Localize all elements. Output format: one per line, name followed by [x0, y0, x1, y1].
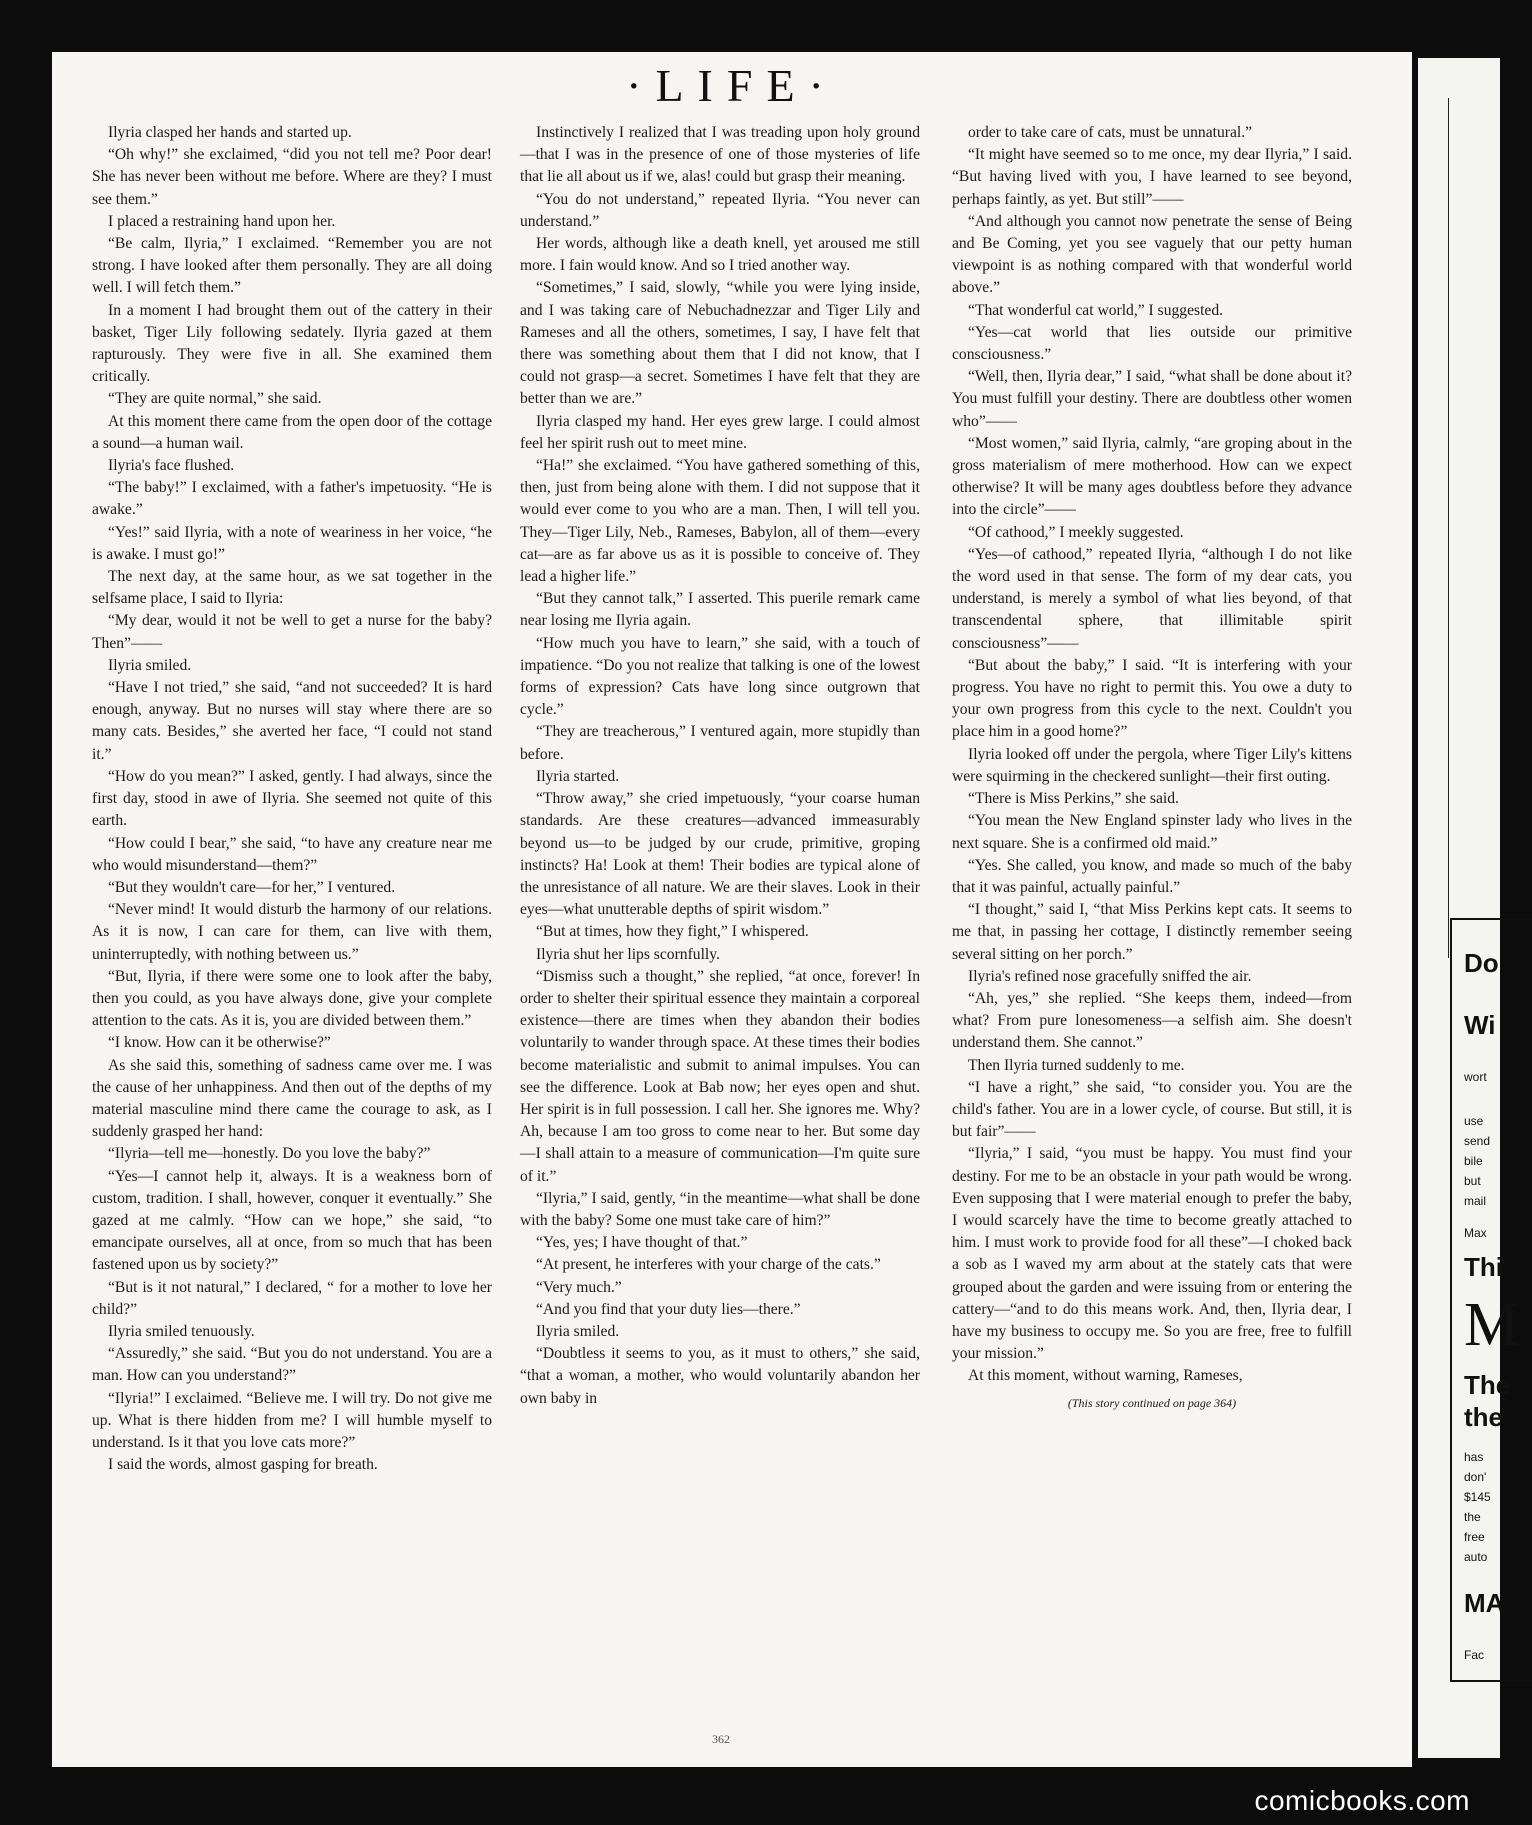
- continued-note: (This story continued on page 364): [1067, 1395, 1237, 1410]
- paragraph: “Ilyria—tell me—honestly. Do you love the baby?”: [108, 1145, 431, 1163]
- ad-fragment: use: [1464, 1114, 1484, 1128]
- paragraph: As she said this, something of sadness came over me. I was the cause of her unhappiness. And then out of the depths of my material masculine mind there came the courage to ask, as I suddenly grasped her hand:: [92, 1056, 492, 1141]
- paragraph: “Very much.”: [536, 1278, 622, 1296]
- paragraph: “Have I not tried,” she said, “and not succeeded? It is hard enough, anyway. But no nurses will stay where there are so many cats. Besides,” she averted her face, “I could not stand it.”: [92, 679, 492, 763]
- paragraph: Ilyria clasped my hand. Her eyes grew large. I could almost feel her spirit rush out to meet mine.: [520, 412, 920, 452]
- paragraph: Ilyria smiled.: [108, 656, 192, 674]
- paragraph: Then Ilyria turned suddenly to me.: [968, 1056, 1185, 1074]
- ad-fragment: Wi: [1464, 1010, 1496, 1040]
- magazine-page: [52, 52, 1412, 1767]
- column-rule: [1448, 98, 1449, 958]
- paragraph: Ilyria clasped her hands and started up.: [108, 124, 352, 141]
- paragraph: “Throw away,” she cried impetuously, “your coarse human standards. Are these creatures—advanced immeasurably beyond us—to be judged by our crude, primitive, groping instincts? Ha! Look at them! Their bodies are typical alone of the unresistance of all nature. We are their slaves. Look in their eyes—what unutterable depths of spirit wisdom.”: [520, 790, 920, 919]
- paragraph: “Yes!” said Ilyria, with a note of weariness in her voice, “he is awake. I must go!”: [92, 523, 492, 563]
- paragraph: “I know. How can it be otherwise?”: [108, 1034, 331, 1052]
- paragraph: “Ilyria,” I said, gently, “in the meantime—what shall be done with the baby? Some one must take care of him?”: [520, 1189, 920, 1229]
- paragraph: “That wonderful cat world,” I suggested.: [968, 301, 1224, 319]
- paragraph: “I have a right,” she said, “to consider you. You are the child's father. You are in a lower cycle, of course. But still, it is but fair”——: [952, 1078, 1352, 1141]
- paragraph: “Oh why!” she exclaimed, “did you not tell me? Poor dear! She has never been without me before. Where are they? I must see them.”: [92, 146, 492, 208]
- paragraph: “How much you have to learn,” she said, with a touch of impatience. “Do you not realize that talking is one of the lowest forms of expression? Cats have long since outgrown that cycle.”: [520, 634, 920, 719]
- paragraph: I said the words, almost gasping for breath.: [108, 1456, 378, 1474]
- paragraph: “Dismiss such a thought,” she replied, “at once, forever! In order to shelter their spiritual essence they maintain a corporeal existence—there are times when they abandon their bodies voluntarily to wander through space. At these times their bodies become materialistic and submit to animal impulses. You can see the difference. Look at Bab now; her eyes open and shut. Her spirit is in full possession. I call her. She ignores me. Why? Ah, because I am too gross to come near to her. But some day—I shall attain to a measure of communication—I'm quite sure of it.”: [520, 967, 920, 1185]
- paragraph: “You mean the New England spinster lady who lives in the next square. She is a confirmed old maid.”: [952, 812, 1352, 852]
- page-folio: 362: [712, 1732, 730, 1746]
- paragraph: “But at times, how they fight,” I whispered.: [536, 923, 809, 941]
- ad-fragment: the: [1464, 1402, 1503, 1432]
- ad-fragment: don': [1464, 1470, 1487, 1484]
- ad-fragment: but: [1464, 1174, 1481, 1188]
- advertisement-box: [1450, 918, 1532, 1682]
- paragraph: “But, Ilyria, if there were some one to look after the baby, then you could, as you have always done, give your complete attention to the cats. As it is, you are divided between them.”: [92, 967, 492, 1030]
- masthead-life: ·LIFE·: [626, 60, 838, 111]
- paragraph: Ilyria shut her lips scornfully.: [536, 945, 720, 963]
- paragraph: I placed a restraining hand upon her.: [108, 212, 336, 230]
- paragraph: “You do not understand,” repeated Ilyria. “You never can understand.”: [520, 190, 920, 230]
- paragraph: “Of cathood,” I meekly suggested.: [968, 523, 1184, 541]
- ad-fragment: Do: [1464, 948, 1499, 978]
- ad-fragment: send: [1464, 1134, 1491, 1148]
- paragraph: Ilyria smiled.: [536, 1322, 620, 1340]
- paragraph: “Ilyria,” I said, “you must be happy. You must find your destiny. For me to be an obstacle in your path would be wrong. Even supposing that I were material enough to prefer the baby, I would scarcely have the time to become greatly attached to him. I must work to provide food for all these”—I choked back a sob as I waved my arm about at the stately cats that were grouped about the garden and were issuing from or entering the cattery—“and to do this means work. And, then, Ilyria dear, I have my business to occupy me. So you are free, free to fulfill your mission.”: [952, 1145, 1352, 1363]
- paragraph: “Ilyria!” I exclaimed. “Believe me. I will try. Do not give me up. What is there hidden from me? I will humble myself to understand. Is it that you love cats more?”: [92, 1389, 492, 1451]
- paragraph: “Sometimes,” I said, slowly, “while you were lying inside, and I was taking care of Nebuchadnezzar and Tiger Lily and Rameses and all the others, sometimes, I say, I have felt that there was something about them that I did not know, that I could not grasp—a secret. Sometimes I have felt that they are better than we are.”: [520, 279, 920, 408]
- paragraph: “Be calm, Ilyria,” I exclaimed. “Remember you are not strong. I have looked after them personally. They are all doing well. I will fetch them.”: [92, 235, 492, 297]
- paragraph: At this moment there came from the open door of the cottage a sound—a human wail.: [92, 412, 492, 452]
- ad-fragment: has: [1464, 1450, 1484, 1464]
- site-watermark: comicbooks.com: [1254, 1785, 1470, 1816]
- paragraph: “It might have seemed so to me once, my dear Ilyria,” I said. “But having lived with you, I have learned to see beyond, perhaps faintly, as yet. But still”——: [952, 146, 1352, 208]
- paragraph: “Yes—cat world that lies outside our primitive consciousness.”: [952, 323, 1352, 364]
- paragraph: Ilyria looked off under the pergola, where Tiger Lily's kittens were squirming in the checkered sunlight—their first outing.: [952, 745, 1352, 785]
- paragraph: “But they wouldn't care—for her,” I ventured.: [108, 878, 396, 896]
- paragraph: “Yes. She called, you know, and made so much of the baby that it was painful, actually painful.”: [952, 856, 1352, 896]
- ad-fragment: the: [1464, 1510, 1481, 1524]
- paragraph: “I thought,” said I, “that Miss Perkins kept cats. It seems to me that, in passing her cottage, I distinctly remember seeing several sitting on her porch.”: [952, 901, 1352, 963]
- paragraph: Her words, although like a death knell, yet aroused me still more. I fain would know. And so I tried another way.: [520, 235, 920, 275]
- ad-fragment: mail: [1464, 1194, 1487, 1208]
- paragraph: “They are treacherous,” I ventured again, more stupidly than before.: [520, 723, 920, 763]
- paragraph: “Doubtless it seems to you, as it must to others,” she said, “that a woman, a mother, who would voluntarily abandon her own baby in: [520, 1345, 920, 1407]
- ad-fragment: MA: [1464, 1588, 1505, 1618]
- ad-fragment: Max: [1464, 1226, 1487, 1240]
- paragraph: “Yes, yes; I have thought of that.”: [536, 1234, 748, 1252]
- paragraph: “The baby!” I exclaimed, with a father's impetuosity. “He is awake.”: [92, 479, 492, 519]
- ad-fragment: wort: [1464, 1070, 1487, 1084]
- ad-fragment: Thi: [1464, 1252, 1503, 1282]
- text-column-2: [520, 122, 920, 1682]
- paragraph: “How could I bear,” she said, “to have any creature near me who would misunderstand—them?”: [92, 834, 492, 874]
- paragraph: “They are quite normal,” she said.: [108, 390, 322, 408]
- facing-page-strip: [1418, 58, 1520, 1758]
- paragraph: “Ah, yes,” she replied. “She keeps them, indeed—from what? From pure lonesomeness—a selfish aim. She doesn't understand them. She cannot.”: [952, 989, 1352, 1052]
- paragraph: “Well, then, Ilyria dear,” I said, “what shall be done about it? You must fulfill your destiny. There are doubtless other women who”——: [952, 368, 1352, 430]
- paragraph: “And you find that your duty lies—there.”: [536, 1300, 801, 1318]
- paragraph: “How do you mean?” I asked, gently. I had always, since the first day, stood in awe of Ilyria. She seemed not quite of this earth.: [92, 767, 492, 830]
- text-column-1: [92, 122, 492, 1682]
- paragraph: “Ha!” she exclaimed. “You have gathered something of this, then, just from being alone with them. I did not suppose that it would ever come to you who are a man. Then, I will tell you. They—Tiger Lily, Neb., Rameses, Babylon, all of them—every cat—are as far above us as it is possible to conceive of. They lead a higher life.”: [520, 457, 920, 586]
- paragraph: In a moment I had brought them out of the cattery in their basket, Tiger Lily following sedately. Ilyria gazed at them rapturously. They were five in all. She examined them critically.: [92, 301, 492, 386]
- ad-fragment: bile: [1464, 1154, 1483, 1168]
- text-column-3: [952, 122, 1352, 1682]
- ad-fragment: The: [1464, 1370, 1511, 1400]
- paragraph: Ilyria smiled tenuously.: [108, 1322, 255, 1340]
- paragraph: “There is Miss Perkins,” she said.: [968, 790, 1179, 808]
- ad-fragment: $145: [1464, 1490, 1491, 1504]
- paragraph: Ilyria's face flushed.: [108, 457, 235, 475]
- paragraph: “Never mind! It would disturb the harmony of our relations. As it is now, I can care for them, can live with them, uninterruptedly, with nothing between us.”: [92, 901, 492, 963]
- paragraph: “But is it not natural,” I declared, “ for a mother to love her child?”: [92, 1278, 492, 1318]
- paragraph: Ilyria started.: [536, 767, 620, 785]
- paragraph: “At present, he interferes with your charge of the cats.”: [536, 1256, 881, 1274]
- paragraph: “And although you cannot now penetrate the sense of Being and Be Coming, yet you see vaguely that our petty human viewpoint is as nothing compared with that wonderful world above.”: [952, 212, 1352, 297]
- paragraph: “But about the baby,” I said. “It is interfering with your progress. You have no right to permit this. You owe a duty to your own progress from this cycle to the next. Couldn't you place him in a good home?”: [952, 656, 1352, 741]
- paragraph: “Assuredly,” she said. “But you do not understand. You are a man. How can you understand?”: [92, 1345, 492, 1385]
- paragraph: Instinctively I realized that I was treading upon holy ground—that I was in the presence of one of those mysteries of life that lie all about us if we, alas! could but grasp their meaning.: [520, 124, 920, 186]
- paragraph: “Yes—I cannot help it, always. It is a weakness born of custom, tradition. I shall, however, conquer it eventually.” She gazed at me calmly. “How can we hope,” she said, “to emancipate ourselves, all at once, from so much that has been fastened upon us by society?”: [92, 1167, 492, 1274]
- ad-fragment: auto: [1464, 1550, 1488, 1564]
- ad-fragment: M: [1464, 1291, 1520, 1359]
- paragraph: “But they cannot talk,” I asserted. This puerile remark came near losing me Ilyria again.: [520, 590, 920, 630]
- paragraph: “My dear, would it not be well to get a nurse for the baby? Then”——: [92, 612, 492, 652]
- ad-fragment: Fac: [1464, 1648, 1485, 1662]
- paragraph: order to take care of cats, must be unnatural.”: [968, 124, 1253, 141]
- paragraph: At this moment, without warning, Rameses,: [968, 1367, 1243, 1385]
- ad-fragment: free: [1464, 1530, 1485, 1544]
- paragraph: Ilyria's refined nose gracefully sniffed the air.: [968, 967, 1252, 985]
- paragraph: “Yes—of cathood,” repeated Ilyria, “although I do not like the word used in that sense. The form of my dear cats, you understand, is merely a symbol of what lies beyond, of that transcendental sphere, that illimitable spirit consciousness”——: [952, 545, 1352, 652]
- paragraph: The next day, at the same hour, as we sat together in the selfsame place, I said to Ilyria:: [92, 568, 492, 608]
- paragraph: “Most women,” said Ilyria, calmly, “are groping about in the gross materialism of mere motherhood. How can we expect otherwise? It will be many ages doubtless before they advance into the circle”——: [952, 434, 1352, 519]
